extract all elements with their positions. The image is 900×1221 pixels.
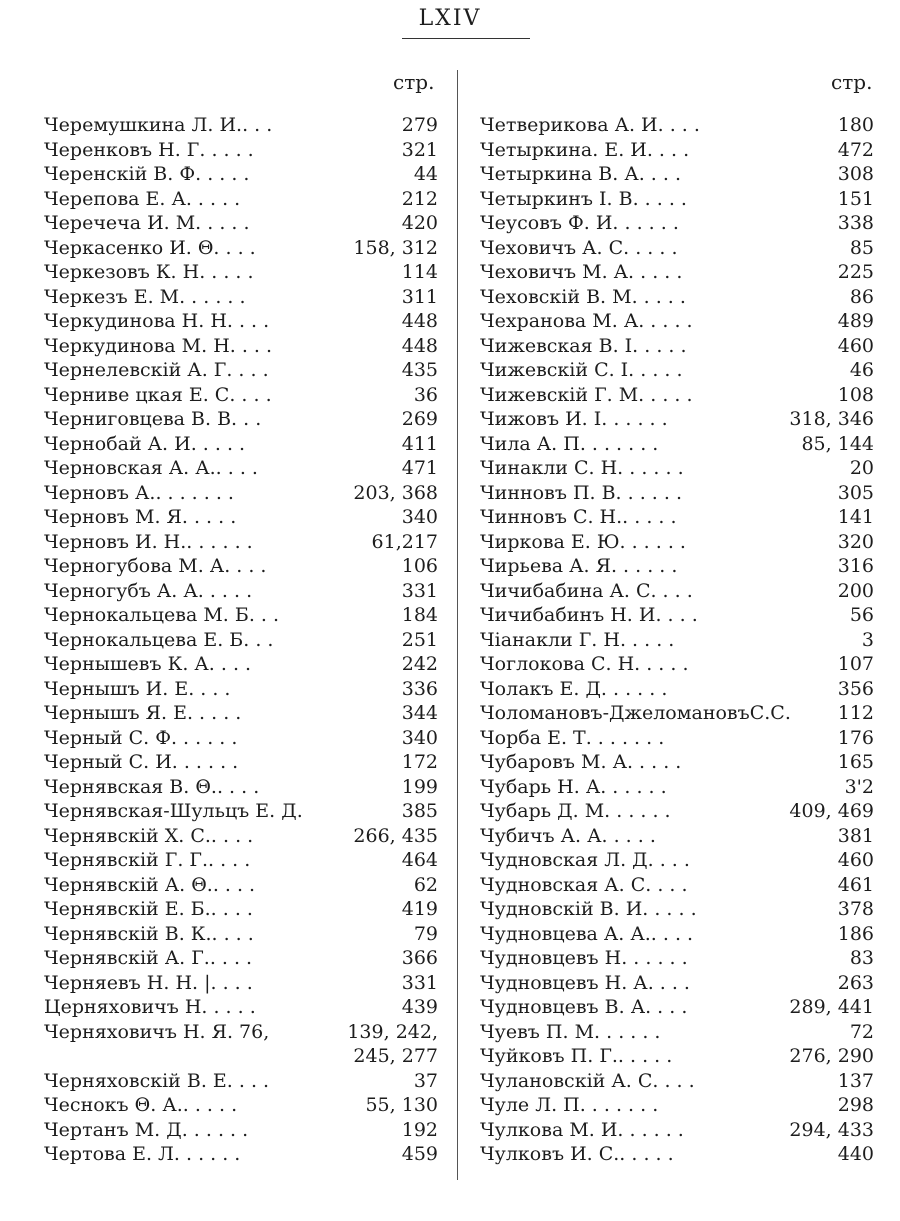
index-entry — [44, 971, 438, 996]
entry-pages: 279 — [401, 114, 438, 136]
entry-pages: 420 — [401, 212, 438, 234]
entry-name: Черкудинова Н. Н. . . . — [44, 310, 270, 332]
index-entry — [44, 309, 438, 334]
entry-name: Черняховичъ Н. Я. 76, — [44, 1020, 270, 1043]
index-entry — [480, 187, 874, 212]
entry-name: Чеховичъ М. А. . . . . — [480, 261, 683, 283]
entry-pages: 151 — [837, 187, 874, 210]
entry-pages: 56 — [849, 604, 874, 626]
entry-name: Чернявскій В. К.. . . . — [44, 922, 254, 945]
entry-name: Черновская А. А.. . . . — [44, 457, 258, 479]
index-entry — [480, 652, 874, 677]
index-entry — [44, 579, 438, 604]
entry-name: Черепова Е. А. . . . . — [44, 187, 241, 210]
entry-pages: 266, 435 — [353, 824, 438, 847]
entry-pages: 61,217 — [371, 530, 438, 553]
entry-pages: 139, 242, — [347, 1020, 438, 1043]
entry-name: Черный С. Ф. . . . . . — [44, 726, 238, 749]
entry-name: Черкезовъ К. Н. . . . . — [44, 261, 254, 283]
index-entry — [480, 211, 874, 236]
entry-pages: 3'2 — [844, 775, 874, 798]
entry-pages: 199 — [401, 775, 438, 798]
entry-pages: 72 — [849, 1020, 874, 1043]
entry-name: Чичибабина А. С. . . . — [480, 579, 693, 602]
entry-name: Чулковъ И. С.. . . . . — [480, 1143, 674, 1165]
entry-name: Четыркинъ І. В. . . . . — [480, 187, 687, 210]
entry-name: Чубарь Д. М. . . . . . — [480, 800, 671, 822]
entry-pages: 338 — [837, 212, 874, 234]
index-entry — [480, 799, 874, 824]
entry-pages: 242 — [401, 653, 438, 675]
entry-pages: 62 — [413, 873, 438, 896]
page-number: LXIV — [418, 6, 482, 31]
index-entry — [44, 505, 438, 530]
entry-pages: 245, 277 — [353, 1045, 438, 1067]
header-rule — [402, 38, 530, 39]
index-entry — [480, 726, 874, 751]
entry-pages: 106 — [401, 555, 438, 577]
entry-name: Чоломановъ-ДжеломановъС.С. — [480, 702, 791, 724]
entry-name: Чернявскій А. Θ.. . . . — [44, 873, 256, 896]
index-entry — [44, 995, 438, 1020]
entry-name: Чернышъ И. Е. . . . — [44, 677, 231, 700]
index-entry — [480, 383, 874, 408]
entry-pages: 37 — [413, 1069, 438, 1092]
entry-name: Чичибабинъ Н. И. . . . — [480, 604, 698, 626]
index-entry — [480, 309, 874, 334]
index-entry — [44, 946, 438, 971]
index-entry — [480, 824, 874, 849]
entry-pages: 459 — [401, 1143, 438, 1165]
entry-pages: 305 — [837, 481, 874, 504]
entry-pages: 419 — [401, 898, 438, 920]
index-entry — [480, 505, 874, 530]
entry-name: Чернявская В. Θ.. . . . — [44, 775, 260, 798]
index-entry — [480, 1118, 874, 1143]
entry-name: Чудновцевъ Н. А. . . . — [480, 971, 690, 994]
index-entry — [44, 873, 438, 898]
entry-name: Четыркина В. А. . . . — [480, 163, 682, 185]
entry-name: Чижевская В. І. . . . . — [480, 334, 687, 357]
index-entry — [44, 285, 438, 310]
entry-pages: 460 — [837, 334, 874, 357]
index-entry — [480, 432, 874, 457]
index-entry — [480, 481, 874, 506]
entry-name: Чернышевъ К. А. . . . — [44, 653, 252, 675]
index-entry — [44, 1093, 438, 1118]
entry-pages: 472 — [837, 138, 874, 161]
entry-name: Чубичъ А. А. . . . . — [480, 824, 656, 847]
entry-name: Четыркина. Е. И. . . . — [480, 138, 690, 161]
entry-pages: 336 — [401, 677, 438, 700]
entry-name: Чудновскій В. И. . . . . — [480, 898, 697, 920]
entry-name: Чудновская Л. Д. . . . — [480, 849, 690, 871]
entry-pages: 344 — [401, 702, 438, 724]
entry-pages: 385 — [401, 800, 438, 822]
entry-pages: 180 — [837, 114, 874, 136]
entry-name: Черновъ А.. . . . . . . — [44, 481, 234, 504]
entry-pages: 320 — [837, 530, 874, 553]
entry-name: Чила А. П. . . . . . . — [480, 432, 659, 455]
index-entry — [480, 922, 874, 947]
entry-pages: 331 — [401, 579, 438, 602]
entry-name: Чернявская-Шульцъ Е. Д. — [44, 800, 303, 822]
entry-pages: 464 — [401, 849, 438, 871]
index-entry — [44, 407, 438, 432]
index-entry — [480, 1044, 874, 1069]
index-entry — [44, 824, 438, 849]
entry-name: Черновъ М. Я. . . . . — [44, 506, 237, 528]
entry-pages: 137 — [837, 1069, 874, 1092]
entry-name: Чинновъ С. Н.. . . . . — [480, 506, 677, 528]
index-entry — [480, 162, 874, 187]
entry-name: Чуевъ П. М. . . . . . — [480, 1020, 661, 1043]
entry-name: Чеховичъ А. С. . . . . — [480, 236, 678, 259]
index-entry — [44, 1020, 438, 1045]
index-entry — [480, 750, 874, 775]
index-entry — [44, 701, 438, 726]
entry-name: Чернокальцева Е. Б. . . — [44, 628, 274, 651]
entry-name: Чулановскій А. С. . . . — [480, 1069, 695, 1092]
entry-name: Чеховскій В. М. . . . . — [480, 285, 686, 308]
entry-pages: 176 — [837, 726, 874, 749]
index-entry — [480, 775, 874, 800]
index-entry — [480, 260, 874, 285]
entry-name: Черниве цкая Е. С. . . . — [44, 383, 272, 406]
entry-name: Чехранова М. А. . . . . — [480, 310, 693, 332]
index-entry — [44, 432, 438, 457]
right-index-column — [480, 113, 874, 1167]
entry-pages: 340 — [401, 506, 438, 528]
entry-pages: 409, 469 — [789, 800, 874, 822]
index-entry — [480, 946, 874, 971]
index-entry — [44, 1142, 438, 1167]
entry-name: Чеснокъ Θ. А.. . . . . — [44, 1094, 238, 1116]
entry-name: Черный С. И. . . . . . — [44, 751, 239, 773]
index-entry — [44, 1044, 438, 1069]
index-entry — [44, 603, 438, 628]
entry-pages: 316 — [837, 555, 874, 577]
entry-pages: 79 — [413, 922, 438, 945]
index-entry — [44, 456, 438, 481]
index-entry — [480, 1069, 874, 1094]
index-entry — [480, 1142, 874, 1167]
entry-pages: 172 — [401, 751, 438, 773]
entry-pages: 311 — [401, 285, 438, 308]
entry-name: Чернявскій А. Г.. . . . — [44, 947, 253, 969]
entry-pages: 46 — [849, 359, 874, 381]
entry-pages: 36 — [413, 383, 438, 406]
entry-pages: 263 — [837, 971, 874, 994]
entry-pages: 107 — [837, 653, 874, 675]
entry-name: Чернявскій Г. Г.. . . . — [44, 849, 251, 871]
entry-name: Чубарь Н. А. . . . . . — [480, 775, 667, 798]
index-entry — [44, 1118, 438, 1143]
entry-name: Чинновъ П. В. . . . . . — [480, 481, 682, 504]
entry-pages: 439 — [401, 996, 438, 1018]
entry-name: Чудновцевъ Н. . . . . . — [480, 947, 688, 969]
entry-name: Чорба Е. Т. . . . . . . — [480, 726, 665, 749]
entry-name: Чудновцевъ В. А. . . . — [480, 996, 688, 1018]
entry-pages: 471 — [401, 457, 438, 479]
entry-name: Чернявскій Е. Б.. . . . — [44, 898, 253, 920]
entry-pages: 411 — [401, 432, 438, 455]
index-entry — [480, 873, 874, 898]
index-entry — [480, 456, 874, 481]
index-entry — [44, 1069, 438, 1094]
entry-name: Чуйковъ П. Г.. . . . . — [480, 1045, 673, 1067]
entry-pages: 318, 346 — [789, 408, 874, 430]
entry-name: Черемушкина Л. И.. . . — [44, 114, 273, 136]
index-entry — [480, 554, 874, 579]
index-entry — [480, 236, 874, 261]
entry-pages: 114 — [401, 261, 438, 283]
index-entry — [44, 799, 438, 824]
entry-pages: 184 — [401, 604, 438, 626]
left-index-column — [44, 113, 438, 1167]
entry-name: Чеусовъ Ф. И. . . . . . — [480, 212, 679, 234]
entry-pages: 298 — [837, 1094, 874, 1116]
entry-name: Чернелевскій А. Г. . . . — [44, 359, 269, 381]
index-entry — [480, 897, 874, 922]
index-entry — [44, 628, 438, 653]
entry-pages: 212 — [401, 187, 438, 210]
entry-name: Чулкова М. И. . . . . . — [480, 1118, 684, 1141]
entry-pages: 340 — [401, 726, 438, 749]
index-entry — [44, 260, 438, 285]
entry-pages: 20 — [849, 457, 874, 479]
entry-name: Чубаровъ М. А. . . . . — [480, 751, 682, 773]
entry-name: Чернышъ Я. Е. . . . . — [44, 702, 242, 724]
entry-name: Чуле Л. П. . . . . . . — [480, 1094, 659, 1116]
index-entry — [44, 652, 438, 677]
entry-pages: 108 — [837, 383, 874, 406]
entry-pages: 356 — [837, 677, 874, 700]
index-entry — [480, 628, 874, 653]
index-entry — [480, 113, 874, 138]
entry-pages: 381 — [837, 824, 874, 847]
entry-pages: 165 — [837, 751, 874, 773]
index-entry — [480, 138, 874, 163]
entry-pages: 448 — [401, 334, 438, 357]
index-entry — [44, 334, 438, 359]
index-entry — [480, 407, 874, 432]
index-entry — [44, 113, 438, 138]
entry-name: Черенковъ Н. Г. . . . . — [44, 138, 254, 161]
entry-pages: 200 — [837, 579, 874, 602]
entry-pages: 294, 433 — [789, 1118, 874, 1141]
entry-pages: 276, 290 — [789, 1045, 874, 1067]
entry-name: Церняховичъ Н. . . . . — [44, 996, 256, 1018]
entry-pages: 3 — [861, 628, 874, 651]
entry-pages: 269 — [401, 408, 438, 430]
entry-name: Черняевъ Н. Н. |. . . . — [44, 971, 253, 994]
index-entry — [44, 775, 438, 800]
entry-name: Черновъ И. Н.. . . . . . — [44, 530, 253, 553]
entry-name: Чиркова Е. Ю. . . . . . — [480, 530, 686, 553]
entry-name: Чижевскій С. І. . . . . — [480, 359, 683, 381]
entry-name: Чижовъ И. І. . . . . . — [480, 408, 668, 430]
index-entry — [44, 138, 438, 163]
index-entry — [44, 897, 438, 922]
entry-name: Чернявскій Х. С.. . . . — [44, 824, 254, 847]
index-entry — [44, 358, 438, 383]
index-entry — [480, 1020, 874, 1045]
index-entry — [480, 358, 874, 383]
entry-name: Чудновцева А. А.. . . . — [480, 922, 694, 945]
entry-pages: 461 — [837, 873, 874, 896]
entry-pages: 83 — [849, 947, 874, 969]
entry-name: Черняховскій В. Е. . . . — [44, 1069, 270, 1092]
entry-pages: 460 — [837, 849, 874, 871]
entry-name: Четверикова А. И. . . . — [480, 114, 700, 136]
index-entry — [44, 162, 438, 187]
entry-name: Чіанакли Г. Н. . . . . — [480, 628, 675, 651]
entry-name: Чертова Е. Л. . . . . . — [44, 1143, 241, 1165]
entry-pages: 440 — [837, 1143, 874, 1165]
index-entry — [44, 530, 438, 555]
entry-pages: 158, 312 — [353, 236, 438, 259]
index-entry — [480, 334, 874, 359]
left-column-header: стр. — [393, 70, 435, 94]
index-entry — [44, 211, 438, 236]
index-entry — [480, 848, 874, 873]
entry-pages: 321 — [401, 138, 438, 161]
entry-name: Чернокальцева М. Б. . . — [44, 604, 280, 626]
entry-pages: 308 — [837, 163, 874, 185]
entry-name: Черниговцева В. В. . . — [44, 408, 262, 430]
index-entry — [480, 530, 874, 555]
index-entry — [480, 677, 874, 702]
entry-name: Черенскій В. Ф. . . . . — [44, 163, 250, 185]
index-entry — [480, 285, 874, 310]
index-entry — [44, 677, 438, 702]
entry-name: Чернобай А. И. . . . . — [44, 432, 246, 455]
index-entry — [480, 971, 874, 996]
index-entry — [44, 726, 438, 751]
entry-pages: 225 — [837, 261, 874, 283]
entry-name: Черногубова М. А. . . . — [44, 555, 267, 577]
entry-pages: 331 — [401, 971, 438, 994]
entry-pages: 435 — [401, 359, 438, 381]
entry-pages: 141 — [837, 506, 874, 528]
entry-name: Черкудинова М. Н. . . . — [44, 334, 273, 357]
entry-name: Черкасенко И. Θ. . . . — [44, 236, 256, 259]
entry-name: Чинакли С. Н. . . . . . — [480, 457, 684, 479]
entry-pages: 378 — [837, 898, 874, 920]
index-entry — [44, 481, 438, 506]
index-entry — [44, 383, 438, 408]
column-divider — [457, 70, 458, 1180]
index-entry — [44, 236, 438, 261]
index-entry — [480, 701, 874, 726]
entry-pages: 186 — [837, 922, 874, 945]
entry-name: Чоглокова С. Н. . . . . — [480, 653, 689, 675]
entry-pages: 112 — [837, 702, 874, 724]
entry-pages: 85 — [849, 236, 874, 259]
entry-name: Черкезъ Е. М. . . . . . — [44, 285, 246, 308]
entry-name: Чижевскій Г. М. . . . . — [480, 383, 693, 406]
entry-pages: 192 — [401, 1118, 438, 1141]
index-entry — [44, 922, 438, 947]
index-entry — [480, 579, 874, 604]
entry-pages: 44 — [413, 163, 438, 185]
entry-name: Чертанъ М. Д. . . . . . — [44, 1118, 249, 1141]
index-entry — [480, 995, 874, 1020]
entry-pages: 366 — [401, 947, 438, 969]
entry-pages: 55, 130 — [365, 1094, 438, 1116]
entry-pages: 489 — [837, 310, 874, 332]
entry-name: Чудновская А. С. . . . — [480, 873, 688, 896]
entry-name: Чолакъ Е. Д. . . . . . — [480, 677, 668, 700]
entry-pages: 203, 368 — [353, 481, 438, 504]
entry-pages: 448 — [401, 310, 438, 332]
entry-pages: 86 — [849, 285, 874, 308]
index-entry — [44, 554, 438, 579]
index-entry — [480, 603, 874, 628]
entry-pages: 85, 144 — [801, 432, 874, 455]
entry-pages: 289, 441 — [789, 996, 874, 1018]
index-entry — [480, 1093, 874, 1118]
entry-name: Черечеча И. М. . . . . — [44, 212, 250, 234]
index-entry — [44, 187, 438, 212]
entry-name: Чирьева А. Я. . . . . . — [480, 555, 678, 577]
entry-pages: 251 — [401, 628, 438, 651]
right-column-header: стр. — [831, 70, 873, 94]
entry-name: Черногубъ А. А. . . . . — [44, 579, 253, 602]
index-entry — [44, 848, 438, 873]
index-entry — [44, 750, 438, 775]
